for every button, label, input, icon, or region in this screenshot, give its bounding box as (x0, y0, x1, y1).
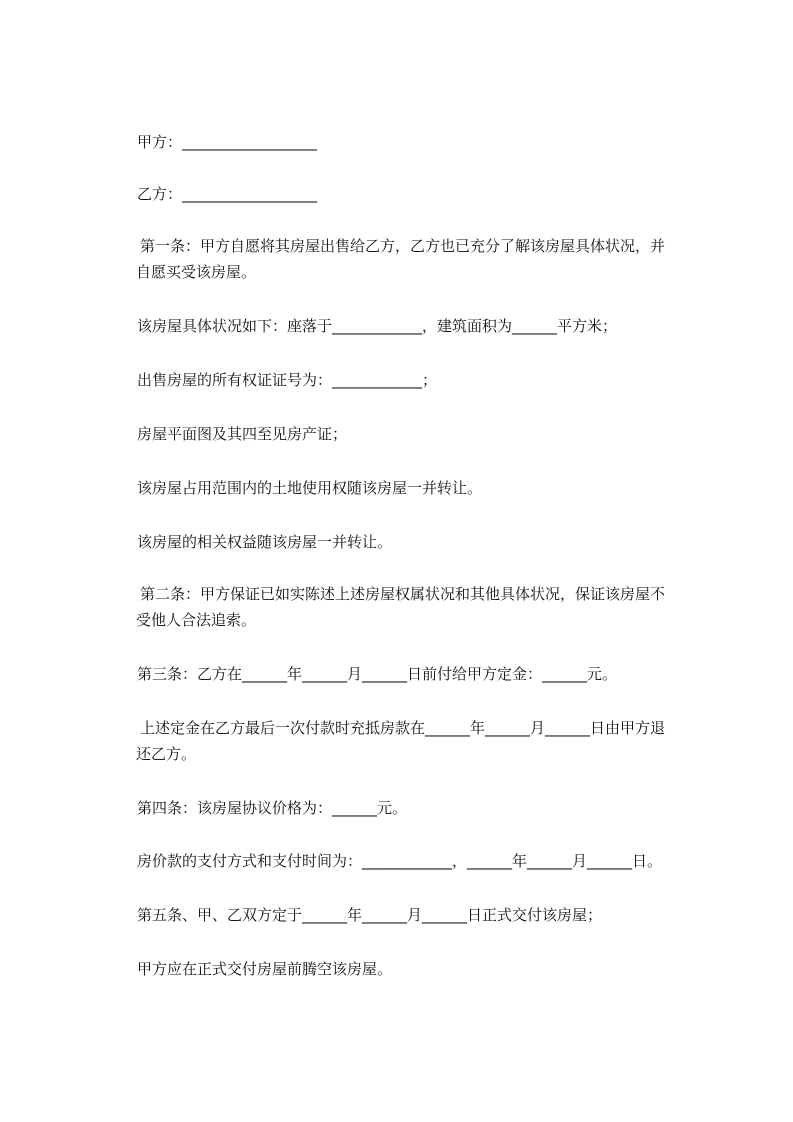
deposit-paragraph (137, 715, 703, 767)
deposit-line-1: 上述定金在乙方最后一次付款时充抵房款在______年______月______日由甲方退 (140, 719, 666, 737)
party-b-line: 乙方：__________________ (137, 185, 318, 203)
payment-line: 房价款的支付方式和支付时间为：____________，______年______月______日。 (137, 852, 663, 870)
floor-plan-line: 房屋平面图及其四至见房产证； (137, 425, 348, 443)
article-3: 第三条：乙方在______年______月______日前付给甲方定金：______元。 (137, 665, 618, 683)
party-a-line: 甲方：__________________ (137, 133, 318, 151)
article-2 (137, 581, 703, 633)
ownership-cert-line: 出售房屋的所有权证证号为：____________； (137, 371, 438, 389)
land-use-line: 该房屋占用范围内的土地使用权随该房屋一并转让。 (137, 479, 483, 497)
deposit-line-2: 还乙方。 (136, 745, 197, 763)
house-status-line: 该房屋具体状况如下：座落于____________，建筑面积为______平方米； (137, 317, 618, 335)
article-5: 第五条、甲、乙双方定于______年______月______日正式交付该房屋； (137, 906, 603, 924)
article-2-line-2: 受他人合法追索。 (136, 611, 257, 629)
article-2-line-1: 第二条：甲方保证已如实陈述上述房屋权属状况和其他具体状况，保证该房屋不 (140, 585, 666, 603)
article-1 (137, 233, 703, 285)
related-rights-line: 该房屋的相关权益随该房屋一并转让。 (137, 533, 393, 551)
article-1-line-2: 自愿买受该房屋。 (136, 263, 257, 281)
article-4: 第四条：该房屋协议价格为：______元。 (137, 799, 408, 817)
vacate-line: 甲方应在正式交付房屋前腾空该房屋。 (137, 960, 393, 978)
article-1-line-1: 第一条：甲方自愿将其房屋出售给乙方，乙方也已充分了解该房屋具体状况，并 (140, 237, 666, 255)
